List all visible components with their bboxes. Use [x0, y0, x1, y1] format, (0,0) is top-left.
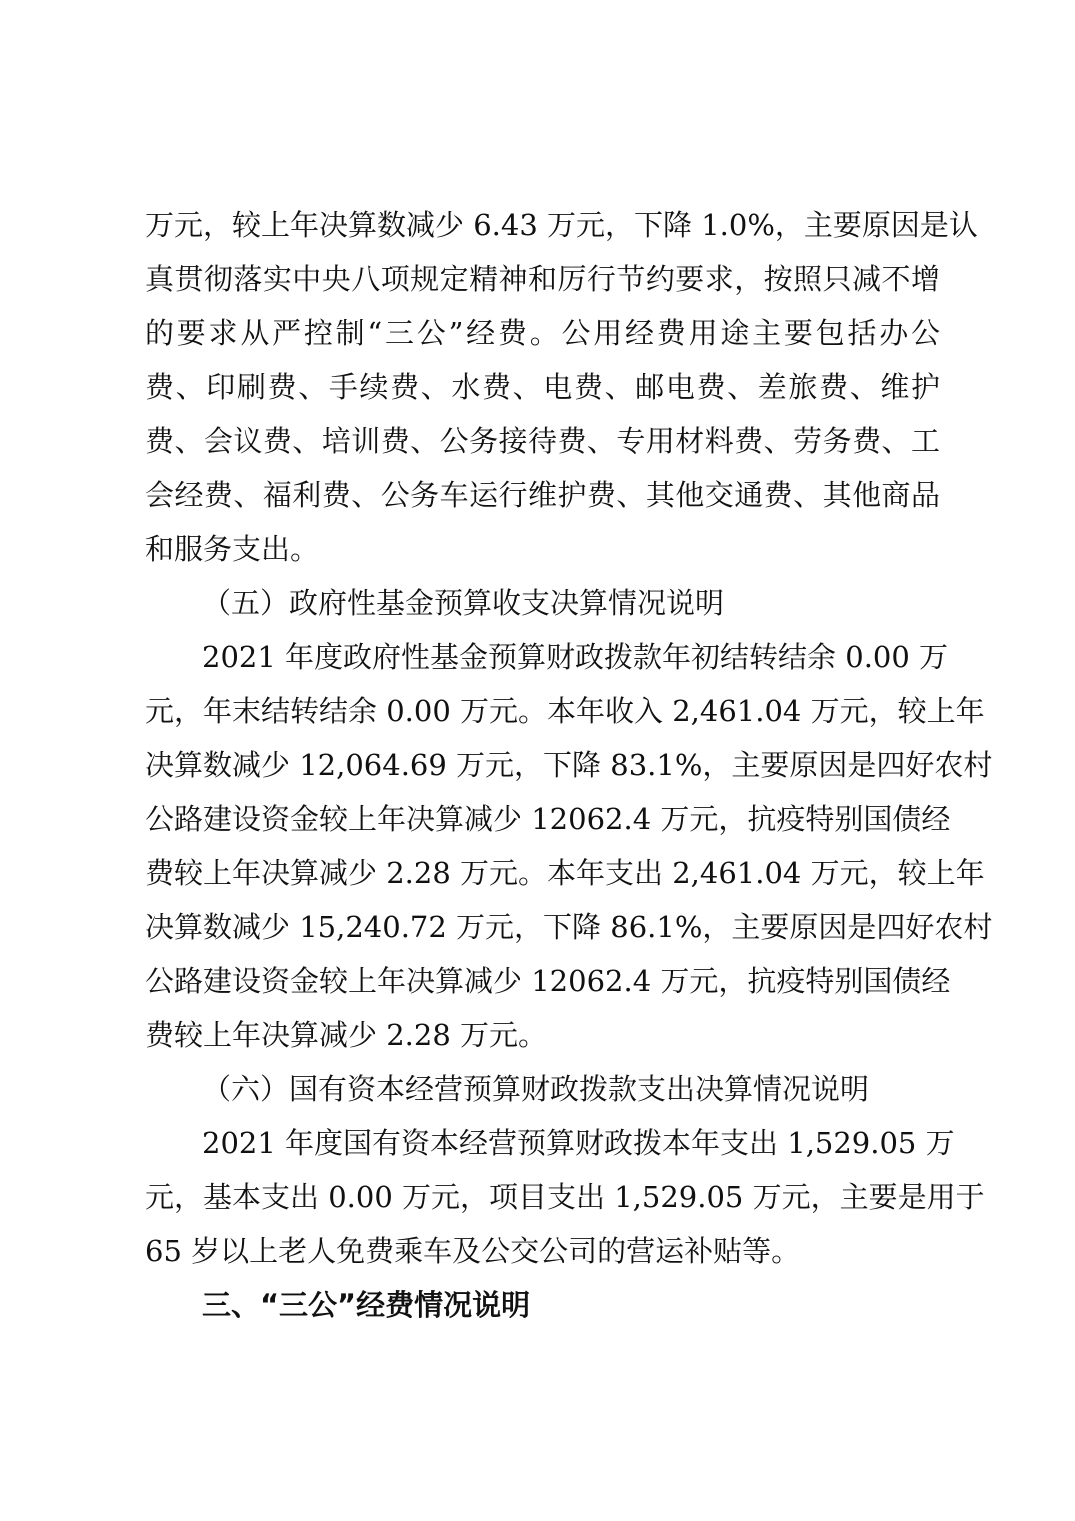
paragraph-line: 的要求从严控制“三公”经费。公用经费用途主要包括办公 [145, 316, 940, 350]
section-heading: （五）政府性基金预算收支决算情况说明 [202, 586, 725, 620]
paragraph-line: 2021 年度政府性基金预算财政拨款年初结转结余 0.00 万 [202, 640, 949, 674]
paragraph-line: 决算数减少 12,064.69 万元，下降 83.1%，主要原因是四好农村 [145, 748, 993, 782]
paragraph-line: 费较上年决算减少 2.28 万元。本年支出 2,461.04 万元，较上年 [145, 856, 985, 890]
paragraph-line: 元，基本支出 0.00 万元，项目支出 1,529.05 万元，主要是用于 [145, 1180, 985, 1214]
paragraph-line: 费较上年决算减少 2.28 万元。 [145, 1018, 548, 1052]
paragraph-line: 真贯彻落实中央八项规定精神和厉行节约要求，按照只减不增 [145, 262, 940, 296]
paragraph-line: 2021 年度国有资本经营预算财政拨本年支出 1,529.05 万 [202, 1126, 955, 1160]
section-heading: 三、“三公”经费情况说明 [202, 1288, 531, 1322]
paragraph-line: 决算数减少 15,240.72 万元，下降 86.1%，主要原因是四好农村 [145, 910, 993, 944]
paragraph-line: 费、会议费、培训费、公务接待费、专用材料费、劳务费、工 [145, 424, 940, 458]
paragraph-line: 费、印刷费、手续费、水费、电费、邮电费、差旅费、维护 [145, 370, 940, 404]
paragraph-line: 会经费、福利费、公务车运行维护费、其他交通费、其他商品 [145, 478, 940, 512]
paragraph-line: 公路建设资金较上年决算减少 12062.4 万元，抗疫特别国债经 [145, 802, 951, 836]
paragraph-line: 65 岁以上老人免费乘车及公交公司的营运补贴等。 [145, 1234, 801, 1268]
paragraph-line: 和服务支出。 [145, 532, 320, 566]
paragraph-line: 元，年末结转结余 0.00 万元。本年收入 2,461.04 万元，较上年 [145, 694, 985, 728]
section-heading: （六）国有资本经营预算财政拨款支出决算情况说明 [202, 1072, 870, 1106]
paragraph-line: 万元，较上年决算数减少 6.43 万元，下降 1.0%，主要原因是认 [145, 208, 978, 242]
paragraph-line: 公路建设资金较上年决算减少 12062.4 万元，抗疫特别国债经 [145, 964, 951, 998]
